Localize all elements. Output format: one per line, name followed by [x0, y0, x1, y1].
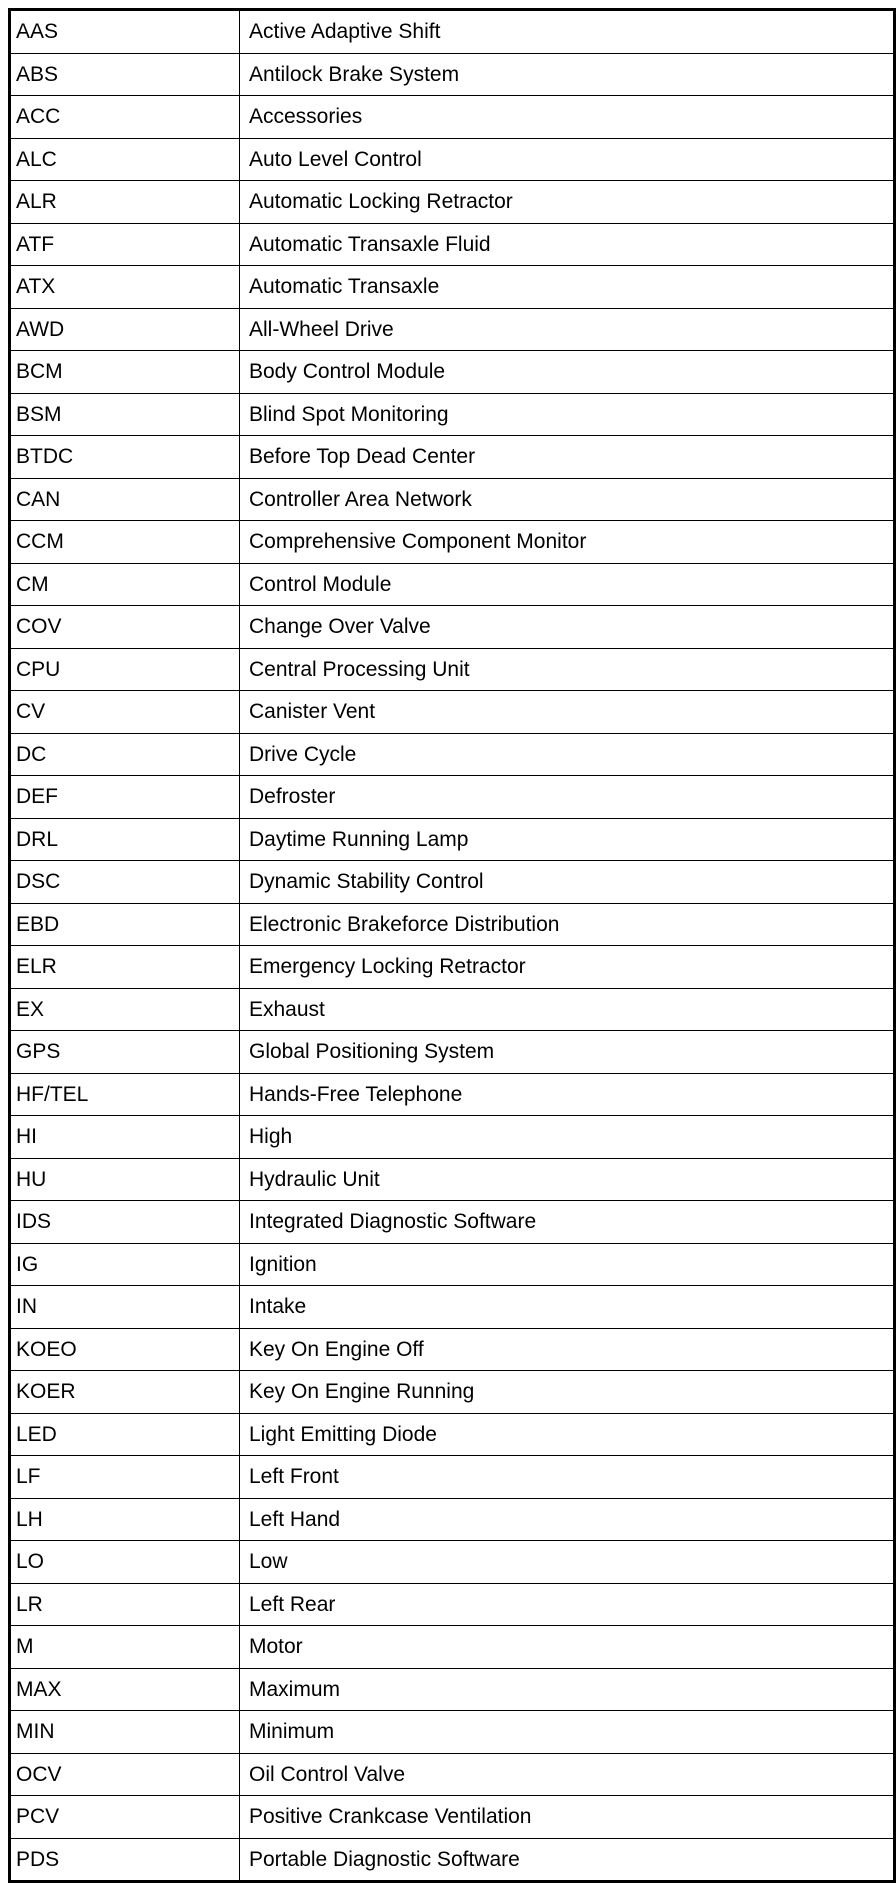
- abbreviation-cell: CPU: [10, 648, 240, 691]
- abbreviations-table: [8, 8, 896, 1883]
- table-row: [10, 521, 895, 564]
- table-row: [10, 1201, 895, 1244]
- table-row: [10, 1668, 895, 1711]
- table-row: [10, 861, 895, 904]
- table-row: [10, 648, 895, 691]
- abbreviation-cell: KOEO: [10, 1328, 240, 1371]
- abbreviation-cell: LO: [10, 1541, 240, 1584]
- abbreviation-cell: PCV: [10, 1796, 240, 1839]
- table-row: [10, 606, 895, 649]
- definition-cell: Motor: [240, 1626, 895, 1669]
- abbreviation-cell: DC: [10, 733, 240, 776]
- abbreviation-cell: ALR: [10, 181, 240, 224]
- abbreviation-cell: HF/TEL: [10, 1073, 240, 1116]
- abbreviation-cell: EBD: [10, 903, 240, 946]
- definition-cell: Key On Engine Off: [240, 1328, 895, 1371]
- abbreviation-cell: GPS: [10, 1031, 240, 1074]
- table-row: [10, 691, 895, 734]
- table-row: [10, 436, 895, 479]
- table-row: [10, 266, 895, 309]
- abbreviation-cell: CV: [10, 691, 240, 734]
- table-row: [10, 1073, 895, 1116]
- definition-cell: Positive Crankcase Ventilation: [240, 1796, 895, 1839]
- definition-cell: Defroster: [240, 776, 895, 819]
- abbreviation-cell: CM: [10, 563, 240, 606]
- definition-cell: Low: [240, 1541, 895, 1584]
- table-row: [10, 138, 895, 181]
- definition-cell: Ignition: [240, 1243, 895, 1286]
- abbreviation-cell: BCM: [10, 351, 240, 394]
- definition-cell: Electronic Brakeforce Distribution: [240, 903, 895, 946]
- abbreviation-cell: CAN: [10, 478, 240, 521]
- abbreviation-cell: M: [10, 1626, 240, 1669]
- definition-cell: Central Processing Unit: [240, 648, 895, 691]
- definition-cell: Hydraulic Unit: [240, 1158, 895, 1201]
- definition-cell: Left Rear: [240, 1583, 895, 1626]
- abbreviation-cell: HU: [10, 1158, 240, 1201]
- table-row: [10, 1371, 895, 1414]
- table-row: [10, 776, 895, 819]
- definition-cell: All-Wheel Drive: [240, 308, 895, 351]
- table-row: [10, 1583, 895, 1626]
- definition-cell: Drive Cycle: [240, 733, 895, 776]
- abbreviation-cell: HI: [10, 1116, 240, 1159]
- abbreviation-cell: PDS: [10, 1838, 240, 1882]
- table-row: [10, 1413, 895, 1456]
- definition-cell: Left Front: [240, 1456, 895, 1499]
- table-row: [10, 733, 895, 776]
- abbreviation-cell: LR: [10, 1583, 240, 1626]
- definition-cell: Maximum: [240, 1668, 895, 1711]
- abbreviation-cell: BSM: [10, 393, 240, 436]
- abbreviation-cell: BTDC: [10, 436, 240, 479]
- table-row: [10, 308, 895, 351]
- abbreviation-cell: EX: [10, 988, 240, 1031]
- definition-cell: Automatic Transaxle Fluid: [240, 223, 895, 266]
- abbreviation-cell: COV: [10, 606, 240, 649]
- abbreviation-cell: MAX: [10, 1668, 240, 1711]
- definition-cell: Blind Spot Monitoring: [240, 393, 895, 436]
- table-row: [10, 393, 895, 436]
- abbreviation-cell: OCV: [10, 1753, 240, 1796]
- table-row: [10, 1243, 895, 1286]
- definition-cell: Accessories: [240, 96, 895, 139]
- definition-cell: Key On Engine Running: [240, 1371, 895, 1414]
- table-row: [10, 1838, 895, 1882]
- definition-cell: Automatic Transaxle: [240, 266, 895, 309]
- table-row: [10, 946, 895, 989]
- abbreviation-cell: CCM: [10, 521, 240, 564]
- abbreviation-cell: IDS: [10, 1201, 240, 1244]
- abbreviations-table-body: [10, 10, 895, 1882]
- definition-cell: Emergency Locking Retractor: [240, 946, 895, 989]
- definition-cell: Active Adaptive Shift: [240, 10, 895, 54]
- table-row: [10, 1031, 895, 1074]
- definition-cell: Before Top Dead Center: [240, 436, 895, 479]
- definition-cell: Comprehensive Component Monitor: [240, 521, 895, 564]
- definition-cell: Light Emitting Diode: [240, 1413, 895, 1456]
- abbreviation-cell: LH: [10, 1498, 240, 1541]
- table-row: [10, 1328, 895, 1371]
- definition-cell: Hands-Free Telephone: [240, 1073, 895, 1116]
- abbreviation-cell: AWD: [10, 308, 240, 351]
- abbreviation-cell: MIN: [10, 1711, 240, 1754]
- table-row: [10, 53, 895, 96]
- table-row: [10, 818, 895, 861]
- abbreviation-cell: LED: [10, 1413, 240, 1456]
- table-row: [10, 478, 895, 521]
- table-row: [10, 1753, 895, 1796]
- table-row: [10, 1711, 895, 1754]
- definition-cell: Automatic Locking Retractor: [240, 181, 895, 224]
- table-row: [10, 988, 895, 1031]
- table-row: [10, 1286, 895, 1329]
- definition-cell: Oil Control Valve: [240, 1753, 895, 1796]
- definition-cell: Portable Diagnostic Software: [240, 1838, 895, 1882]
- definition-cell: Dynamic Stability Control: [240, 861, 895, 904]
- abbreviation-cell: ALC: [10, 138, 240, 181]
- table-row: [10, 1796, 895, 1839]
- definition-cell: Canister Vent: [240, 691, 895, 734]
- definition-cell: Controller Area Network: [240, 478, 895, 521]
- definition-cell: Control Module: [240, 563, 895, 606]
- definition-cell: Integrated Diagnostic Software: [240, 1201, 895, 1244]
- definition-cell: Antilock Brake System: [240, 53, 895, 96]
- table-row: [10, 563, 895, 606]
- abbreviation-cell: LF: [10, 1456, 240, 1499]
- table-row: [10, 351, 895, 394]
- abbreviation-cell: IN: [10, 1286, 240, 1329]
- definition-cell: Intake: [240, 1286, 895, 1329]
- abbreviation-cell: ACC: [10, 96, 240, 139]
- definition-cell: Global Positioning System: [240, 1031, 895, 1074]
- definition-cell: Daytime Running Lamp: [240, 818, 895, 861]
- table-row: [10, 10, 895, 54]
- abbreviation-cell: ABS: [10, 53, 240, 96]
- definition-cell: Change Over Valve: [240, 606, 895, 649]
- table-row: [10, 903, 895, 946]
- abbreviation-cell: ELR: [10, 946, 240, 989]
- table-row: [10, 1116, 895, 1159]
- definition-cell: Left Hand: [240, 1498, 895, 1541]
- table-row: [10, 96, 895, 139]
- definition-cell: High: [240, 1116, 895, 1159]
- table-row: [10, 1158, 895, 1201]
- table-row: [10, 181, 895, 224]
- definition-cell: Auto Level Control: [240, 138, 895, 181]
- abbreviation-cell: ATF: [10, 223, 240, 266]
- table-row: [10, 1541, 895, 1584]
- abbreviation-cell: IG: [10, 1243, 240, 1286]
- table-row: [10, 1456, 895, 1499]
- abbreviation-cell: ATX: [10, 266, 240, 309]
- abbreviation-cell: DSC: [10, 861, 240, 904]
- abbreviation-cell: DRL: [10, 818, 240, 861]
- table-row: [10, 223, 895, 266]
- definition-cell: Body Control Module: [240, 351, 895, 394]
- table-row: [10, 1626, 895, 1669]
- abbreviation-cell: AAS: [10, 10, 240, 54]
- definition-cell: Exhaust: [240, 988, 895, 1031]
- definition-cell: Minimum: [240, 1711, 895, 1754]
- abbreviation-cell: KOER: [10, 1371, 240, 1414]
- abbreviation-cell: DEF: [10, 776, 240, 819]
- table-row: [10, 1498, 895, 1541]
